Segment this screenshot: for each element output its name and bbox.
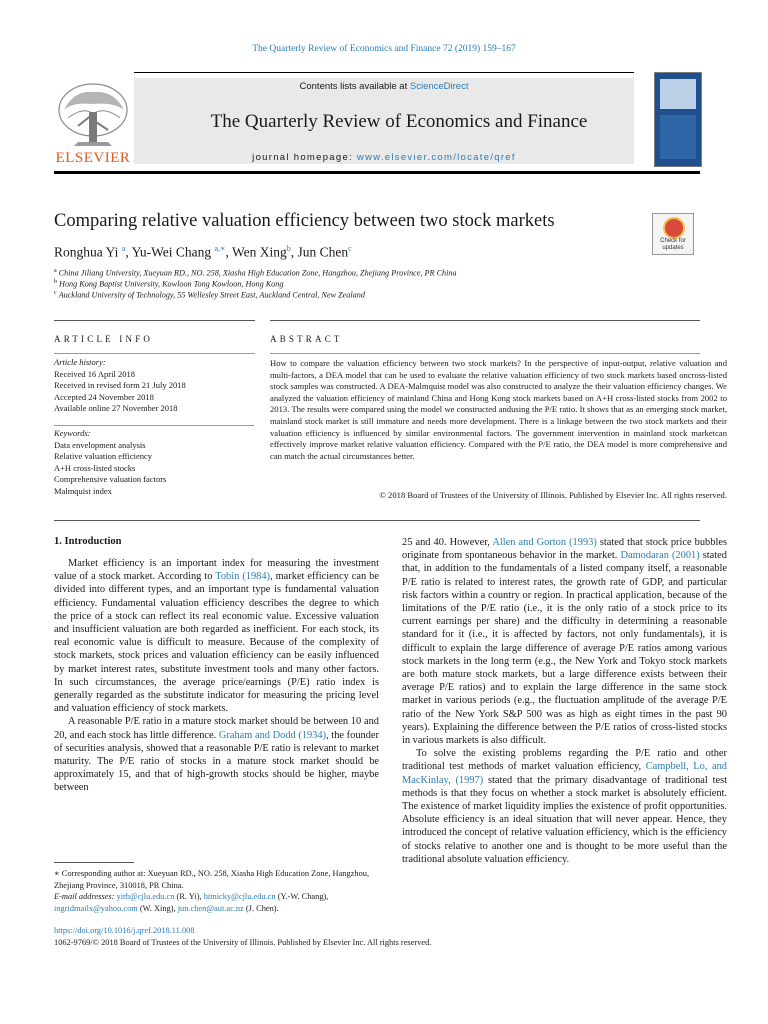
author-list: Ronghua Yi $^a$, Yu-Wei Chang $^{a,∗}$, Wen Xing$^b$, Jun Chen$^c$ [54,244,352,260]
article-info-heading: ARTICLE INFO [54,334,154,344]
citation-link[interactable]: Campbell, Lo, and MacKinlay, (1997) [402,761,728,786]
article-history [54,357,254,415]
email-link[interactable]: yirh@cjlu.edu.cn [116,892,175,901]
email-owner: (W. Xing), [137,903,178,913]
contents-prefix: Contents lists available at [299,81,410,92]
journal-homepage [134,152,634,163]
keyword-item: Relative valuation efficiency [54,451,153,461]
abstract-copyright: © 2018 Board of Trustees of the University of Illinois. Published by Elsevier Inc. All rights reserved. [379,490,727,500]
paragraph-text: Market efficiency is an important index for measuring the investment value of a stock market. According to [54,558,379,583]
keyword-item: Comprehensive valuation factors [54,474,167,484]
journal-citation[interactable]: The Quarterly Review of Economics and Finance 72 (2019) 159–167 [252,44,516,54]
email-link[interactable]: hitnicky@cjlu.edu.cn [203,892,276,901]
abstract-rule [270,320,700,321]
citation-link[interactable]: Damodaran (2001) [620,550,700,562]
author-name: Yu-Wei Chang [131,244,212,260]
email-owner: (J. Chen). [243,903,279,913]
author-affil-sup[interactable]: a,∗ [214,244,226,253]
keyword-item: Data envelopment analysis [54,439,146,450]
body-paragraph [54,715,379,794]
author-affil-sup[interactable]: a [121,244,126,253]
abstract-top-rule [270,353,700,354]
abstract-text: How to compare the valuation efficiency between two stock markets? In the perspective of input-output, relative valuation and multi-factors, a DEA model that can be used to evaluate the relative valuation efficiency of two stock markets based oncross-listed stock samples was constructed. A DEA-Malmquist model was also constructed to analyze the their valuation efficiency changes. We analyzed the valuation efficiency of mainland China and Hong Kong stock markets based on A+H cross-listed stocks from 2002 to 2013. The results were compared using the model we constructed andusing the P/E ratio. It shows that as an emerging stock market, mainland stock market is still immature and needs more development. There is a linkage between the two stock markets and their valuation efficiency is influenced by similar environmental factors. The government intervention in mainland stock marketcan effectively improve market relative valuation efficiency. Compared with the P/E ratio, the DEA model is more comprehensive and can match the actual circumstances better. [270,358,727,461]
homepage-prefix: journal homepage: [252,152,357,163]
history-rule [54,353,255,354]
journal-title: The Quarterly Review of Economics and Finance [210,111,588,132]
author-name: Wen Xing [232,244,287,260]
email-owner: (R. Yi), [174,892,204,901]
history-item: Received in revised form 21 July 2018 [54,380,186,390]
keywords-label: Keywords: [54,428,91,438]
keyword-item: A+H cross-listed stocks [54,462,136,473]
history-item: Received 16 April 2018 [54,368,135,379]
paragraph-text: , market efficiency can be divided into different types, and an important type is fundamental valuation efficiency. Fundamental valuation efficiency describes the degree to which the price of a stock can reflect its real economic value. Excessive valuation and insufficient valuation are both regarded as inefficient. For each stock, its real economic value is difficult to measure. Because of the complexity of stock markets, stock prices and valuation efficiency can be easily influenced by market interest rates, substitute investment tools and many other factors. In such circumstances, the average price/earnings (P/E) ratio index is generally regarded as the substitute indicator for measuring the pricing level and valuation efficiency of stock markets. [54,571,379,715]
keywords [54,425,254,497]
issn-copyright: 1062-9769/© 2018 Board of Trustees of the University of Illinois. Published by Elsevier Inc. All rights reserved. [54,938,432,947]
abstract-heading: ABSTRACT [270,334,343,344]
paragraph-text: stated that, in addition to the fundamentals of a listed company itself, a reasonable P/E ratio is related to interest rates, the growth rate of GDP, and particular risk factors within a country or region. In practical application, because of the limitations of the P/E ratio (i.e., it is the only ratio of a stock price to its current earnings per share) and the difficulty in determining a reasonable standard for it (i.e., it is affected by factors, not only fundamentals), it is difficult to explain the large difference of average P/E ratios among various stock markets in the long term (e.g., the New York and Tokyo stock markets are both mature stock markets, but a large difference exists between their average P/E ratios) and to explain the large difference in the same stock market in various periods (e.g., the fluctuation amplitude of the average P/E ratio of the New York S&P 500 was as high as eight times in the past 90 years). Explaining the difference between the P/E ratios of cross-listed stocks in various markets is also difficult. [402,550,727,747]
body-column-right [402,536,727,866]
publisher-name: ELSEVIER [55,150,131,166]
check-for-updates-button[interactable] [652,213,694,255]
affiliation: $^a$ China Jiliang University, Xueyuan RD., NO. 258, Xiasha High Education Zone, Hangzhou, Zhejiang Province, PR China [54,268,457,278]
doi-link[interactable]: https://doi.org/10.1016/j.qref.2018.11.008 [54,926,195,935]
paragraph-text: A reasonable P/E ratio in a mature stock market should be between 10 and 20, and each stock has little difference. [54,716,379,741]
contents-line [134,81,634,92]
body-paragraph [402,747,727,866]
article-info-rule [54,320,255,321]
author-name: Ronghua Yi [54,244,119,260]
history-label: Article history: [54,357,106,367]
section-title: 1. Introduction [54,536,122,547]
keyword-item: Malmquist index [54,485,112,496]
email-label: E-mail addresses: [54,892,117,901]
paragraph-text: , the founder of securities analysis, showed that a reasonable P/E ratio is relevant to market maturity. The P/E ratio of stocks in a mature stock market should be approximately 15, and that of high-growth stocks should be higher, maybe between [54,729,379,794]
homepage-link[interactable]: www.elsevier.com/locate/qref [356,152,516,163]
body-paragraph [54,557,379,715]
email-addresses [54,891,379,914]
paragraph-text: stated that stock price bubbles originate from spontaneous behavior in the market. [402,537,727,562]
paragraph-text: 25 and 40. However, [402,537,493,548]
history-item: Available online 27 November 2018 [54,403,178,413]
body-column-left [54,557,379,795]
paragraph-text: To solve the existing problems regarding the P/E ratio and other traditional test methods of market valuation efficiency, [402,748,727,773]
header-divider [54,171,700,174]
check-for-updates-label: Check for updates [660,238,686,251]
body-divider [54,520,700,521]
affiliation: $^c$ Auckland University of Technology, 55 Wellesley Street East, Auckland Central, New Zealand [54,290,365,300]
affiliation: $^b$ Hong Kong Baptist University, Kowloon Tong Kowloon, Hong Kong [54,279,284,289]
citation-link[interactable]: Tobin (1984) [215,571,271,583]
email-owner: (Y.-W. Chang), [275,892,329,901]
check-updates-icon [663,217,685,239]
paragraph-text: stated that the primary disadvantage of traditional test methods is that they focus on whether a stock market is absolutely efficient. The existence of market liquidity implies the existence of profit opportunities. Absolute efficiency is an ideal situation that will never appear. Hence, they introduced the concept of relative valuation efficiency, which is the efficiency of stocks relative to another one and is thought to be more useful than the traditional absolute valuation efficiency. [402,774,727,865]
corresponding-author-note: ∗ Corresponding author at: Xueyuan RD., NO. 258, Xiasha High Education Zone, Hangzhou, Zhejiang Province, 310018, PR China. [54,869,370,890]
citation-link[interactable]: Allen and Gorton (1993) [492,537,597,548]
footnote [54,868,379,914]
body-paragraph [402,536,727,747]
footnote-rule [54,862,134,863]
email-link[interactable]: ingridmailx@yahoo.com [54,903,138,913]
history-item: Accepted 24 November 2018 [54,391,154,402]
email-link[interactable]: jun.chen@aut.ac.nz [177,903,244,913]
sciencedirect-link[interactable]: ScienceDirect [409,81,469,92]
author-affil-sup[interactable]: c [348,244,352,253]
journal-cover-icon [654,72,702,167]
author-affil-sup[interactable]: b [286,244,291,253]
article-title: Comparing relative valuation efficiency between two stock markets [54,211,555,231]
citation-link[interactable]: Graham and Dodd (1934) [218,729,327,741]
top-rule [134,72,634,73]
author-name: Jun Chen [297,244,349,260]
